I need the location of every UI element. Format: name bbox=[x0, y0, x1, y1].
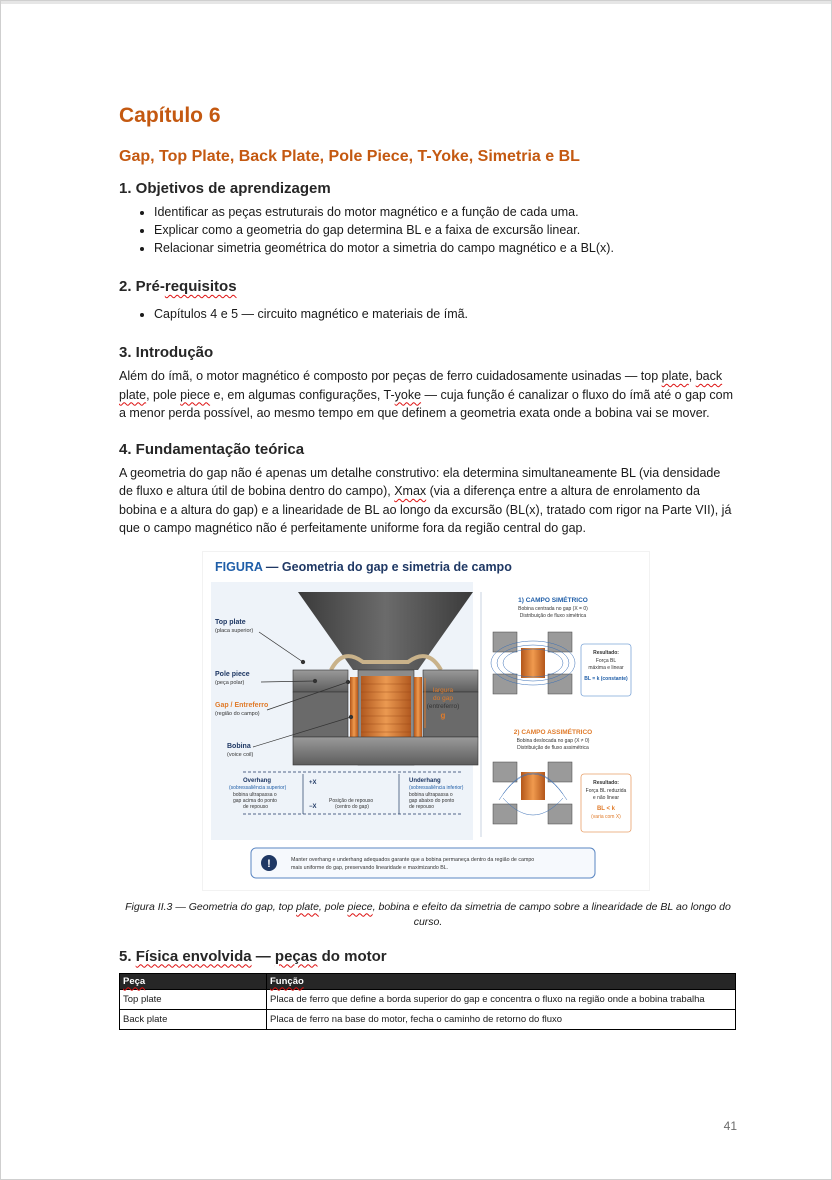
label-minus-x: −X bbox=[309, 803, 317, 810]
label-overhang-d3: de repouso bbox=[243, 803, 269, 810]
text-run: Além do ímã, o motor magnético é composto por peças de ferro cuidadosamente usinadas — top bbox=[119, 369, 662, 383]
figure-title-text: — Geometria do gap e simetria de campo bbox=[262, 559, 512, 574]
label-asym-res3: e não linear bbox=[592, 794, 620, 801]
text-run-misspelled: yoke bbox=[394, 387, 422, 402]
label-top-plate: Top plate bbox=[215, 618, 246, 626]
label-sym-title: 1) CAMPO SIMÉTRICO bbox=[518, 596, 588, 604]
label-rest-1: Posição de repouso bbox=[329, 797, 374, 804]
coil-right bbox=[414, 677, 422, 745]
intro-paragraph bbox=[119, 367, 737, 423]
chapter-subtitle bbox=[119, 148, 737, 166]
header-text: Peça bbox=[123, 975, 146, 987]
list-item: • Explicar como a geometria do gap determina BL e a faixa de excursão linear. bbox=[154, 221, 737, 239]
header-text: Função bbox=[270, 975, 304, 987]
label-asym-sub2: Distribuição de fluxo assimétrica bbox=[517, 744, 589, 751]
label-pole-piece: Pole piece bbox=[215, 670, 250, 678]
section-heading-intro: 3. Introdução bbox=[119, 344, 214, 361]
figure-caption bbox=[119, 900, 737, 930]
label-entreferro: (entreferro) bbox=[426, 702, 460, 710]
document-content bbox=[119, 104, 737, 1030]
label-overhang: Overhang bbox=[243, 777, 272, 784]
table-cell: Placa de ferro que define a borda superior do gap e concentra o fluxo na região onde a bobina trabalha bbox=[267, 989, 736, 1009]
heading-text: 2. Pré- bbox=[119, 278, 165, 295]
text-run: , pole bbox=[146, 387, 181, 402]
label-bobina-sub: (voice coil) bbox=[227, 751, 254, 758]
text-run: (via a diferença entre a altura de enrolamento da bobina e a altura do gap) e a linearidade de BL ao longo da excursão (BL(x), tratado com rigor na Parte VII), já que o campo magnético não é perfeitamente uniforme fora da região central do gap. bbox=[119, 484, 732, 535]
label-sym-res2: Força BL bbox=[595, 657, 617, 664]
heading-text: — bbox=[251, 947, 275, 965]
text-run: — cuja função é canalizar o fluxo do ímã até o gap com a menor perda possível, ao mesmo tempo em que definem a geometria exata onde a bobina vai se mover. bbox=[119, 387, 734, 420]
heading-text: 5. bbox=[119, 947, 136, 965]
label-asym-res1: Resultado: bbox=[593, 779, 619, 786]
text-run: , pole bbox=[318, 900, 348, 913]
heading-text-misspelled: Física envolvida bbox=[135, 947, 252, 965]
heading-text-misspelled: peças bbox=[274, 947, 318, 965]
magnet-left bbox=[293, 692, 348, 737]
table-row bbox=[120, 989, 736, 1009]
figure-title-prefix: FIGURA bbox=[215, 559, 263, 574]
section-heading-physics bbox=[119, 948, 737, 965]
text-run: A geometria do gap não é apenas um detalhe construtivo: ela determina simultaneamente BL (via densidade de fluxo e altura útil de bobina dentro do campo), bbox=[119, 465, 721, 498]
label-underhang: Underhang bbox=[409, 777, 441, 784]
label-top-plate-sub: (placa superior) bbox=[215, 627, 254, 634]
figure-illustration bbox=[203, 552, 649, 890]
label-gap: Gap / Entreferro bbox=[215, 701, 269, 709]
label-sym-res4: BL = k (constante) bbox=[584, 675, 628, 682]
label-g: g bbox=[440, 710, 446, 720]
text-run-misspelled: Xmax bbox=[394, 484, 427, 498]
label-asym-res2: Força BL reduzida bbox=[585, 787, 627, 794]
table-cell: Placa de ferro na base do motor, fecha o caminho de retorno do fluxo bbox=[267, 1009, 736, 1029]
label-underhang-d3: de repouso bbox=[409, 803, 435, 810]
label-underhang-d1: bobina ultrapassa o bbox=[409, 791, 453, 798]
text-run-misspelled: plate bbox=[661, 369, 689, 383]
symmetric-diagram bbox=[491, 632, 575, 694]
objectives-list bbox=[119, 203, 737, 257]
table-header-funcao bbox=[267, 973, 736, 989]
label-asym-sub1: Bobina deslocada no gap (X ≠ 0) bbox=[516, 737, 590, 744]
label-overhang-d2: gap acima do ponto bbox=[233, 797, 277, 804]
label-rest-2: (centro do gap) bbox=[335, 803, 369, 810]
table-header-row bbox=[120, 973, 736, 989]
note-line-1: Manter overhang e underhang adequados garante que a bobina permaneça dentro da região de campo bbox=[291, 856, 535, 863]
back-plate-shape bbox=[293, 737, 478, 765]
table-cell: Back plate bbox=[120, 1009, 267, 1029]
list-item: • Capítulos 4 e 5 — circuito magnético e materiais de ímã. bbox=[154, 305, 737, 323]
label-pole-piece-sub: (peça polar) bbox=[215, 679, 245, 686]
list-item: • Relacionar simetria geométrica do motor a simetria do campo magnético e a BL(x). bbox=[154, 239, 737, 257]
figure-gap-geometry bbox=[202, 551, 650, 891]
prereqs-list bbox=[119, 305, 737, 323]
label-plus-x: +X bbox=[309, 779, 317, 786]
text-run: Figura II.3 — Geometria do gap, top bbox=[125, 900, 297, 913]
page-number: 41 bbox=[723, 1119, 737, 1133]
chapter-subtitle-text: Gap, Top Plate, Back Plate, Pole Piece, T-Yoke, Simetria e BL bbox=[119, 148, 580, 165]
label-sym-sub2: Distribuição de fluxo simétrica bbox=[519, 612, 587, 619]
coil-left bbox=[350, 677, 358, 745]
note-box bbox=[251, 848, 595, 878]
label-overhang-d1: bobina ultrapassa o bbox=[233, 791, 277, 798]
text-run-misspelled: plate bbox=[296, 900, 319, 913]
heading-text: do motor bbox=[317, 947, 387, 965]
table-row bbox=[120, 1009, 736, 1029]
label-do-gap: do gap bbox=[433, 694, 453, 702]
text-run: , bbox=[688, 369, 696, 383]
label-bobina: Bobina bbox=[227, 742, 251, 750]
label-asym-res4: BL < k bbox=[596, 805, 616, 812]
table-header-peca bbox=[120, 973, 267, 989]
label-largura: largura bbox=[432, 686, 454, 694]
section-heading-prereqs bbox=[119, 278, 737, 295]
label-gap-sub: (região do campo) bbox=[215, 710, 260, 717]
theory-paragraph bbox=[119, 464, 737, 538]
asymmetric-diagram bbox=[493, 762, 572, 824]
table-cell: Top plate bbox=[120, 989, 267, 1009]
text-run: e, em algumas configurações, T- bbox=[210, 387, 395, 402]
label-overhang-sub: (sobressaliência superior) bbox=[229, 784, 287, 791]
info-icon-glyph: ! bbox=[267, 857, 271, 870]
section-heading-theory: 4. Fundamentação teórica bbox=[119, 440, 305, 458]
chapter-title: Capítulo 6 bbox=[119, 104, 221, 127]
text-run-misspelled: piece bbox=[347, 900, 373, 913]
label-sym-res1: Resultado: bbox=[593, 649, 619, 656]
label-asym-title: 2) CAMPO ASSIMÉTRICO bbox=[513, 728, 593, 736]
text-run: , bobina e efeito da simetria de campo sobre a linearidade de BL ao longo do curso. bbox=[372, 900, 731, 928]
text-run-misspelled: back plate bbox=[119, 369, 723, 402]
note-line-2: mais uniforme do gap, preservando linearidade e maximizando BL. bbox=[291, 864, 449, 871]
label-sym-res3: máxima e linear bbox=[588, 664, 624, 671]
text-run-misspelled: piece bbox=[180, 387, 211, 402]
label-sym-sub1: Bobina centrada no gap (X = 0) bbox=[518, 605, 588, 612]
list-item: • Identificar as peças estruturais do motor magnético e a função de cada uma. bbox=[154, 203, 737, 221]
section-heading-objectives: 1. Objetivos de aprendizagem bbox=[119, 180, 331, 197]
heading-text-misspelled: requisitos bbox=[164, 278, 237, 295]
label-asym-res5: (varia com X) bbox=[591, 813, 621, 820]
label-underhang-sub: (sobressaliência inferior) bbox=[409, 784, 464, 791]
label-underhang-d2: gap abaixo do ponto bbox=[409, 797, 455, 804]
parts-table bbox=[119, 973, 736, 1030]
